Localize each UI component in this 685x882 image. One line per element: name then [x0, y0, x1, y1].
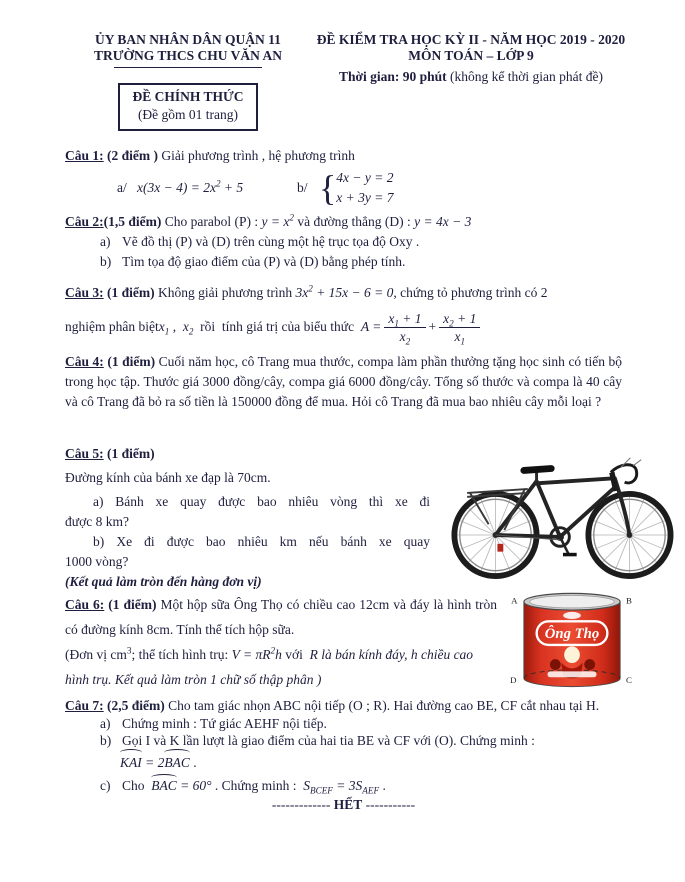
- official-exam-box: [118, 83, 257, 131]
- item-b-tag: b/: [297, 180, 308, 195]
- f2-num-x: x: [443, 310, 450, 326]
- question-2: [65, 212, 622, 272]
- question-2-heading: [65, 212, 622, 232]
- corner-label-a: A: [511, 595, 518, 606]
- item-c-text2: . Chứng minh :: [211, 777, 304, 793]
- fraction-1-denominator: [384, 328, 425, 347]
- arc-equation: [65, 752, 622, 774]
- S1-sub: BCEF: [309, 785, 333, 796]
- question-3: [65, 283, 622, 348]
- question-3-text3: nghiệm phân biệt: [65, 319, 159, 334]
- item-b-line2: 1000 vòng?: [65, 554, 129, 569]
- equation-a-part2: + 5: [220, 180, 244, 195]
- question-5-label: Câu 5:: [65, 446, 104, 461]
- f2-den-x: x: [454, 328, 461, 344]
- header-left: [62, 32, 314, 131]
- x1-base: x: [158, 319, 165, 334]
- quadratic-equation: [295, 285, 393, 300]
- equation-b-system: [319, 168, 394, 209]
- question-1: [65, 146, 622, 222]
- derailleur: [497, 544, 503, 552]
- figure-left: [550, 659, 561, 670]
- question-3-label: Câu 3:: [65, 285, 104, 300]
- fraction-2-denominator: [439, 328, 480, 347]
- item-b-text: Tìm tọa độ giao điểm của (P) và (D) bằng phép tính.: [122, 254, 406, 269]
- corner-label-c: C: [626, 675, 632, 686]
- expression-A: A =: [360, 319, 382, 334]
- fraction-2-numerator: [439, 311, 480, 328]
- question-7-body: Cho tam giác nhọn ABC nội tiếp (O ; R). Hai đường cao BE, CF cắt nhau tại H.: [164, 698, 600, 713]
- saddle: [524, 468, 551, 470]
- x2-sub: 2: [188, 326, 194, 337]
- end-dashes-right: -----------: [362, 797, 416, 812]
- question-2-item-b: [65, 252, 622, 272]
- header-rule: [114, 67, 262, 68]
- equation-a-part1: x(3x − 4) = 2x: [137, 180, 216, 195]
- arc-BAC: BAC: [164, 752, 190, 774]
- question-4-label: Câu 4:: [65, 354, 104, 369]
- question-3-text4: rồi tính giá trị của biểu thức: [193, 319, 361, 334]
- question-3-expression-line: [65, 306, 622, 348]
- f1-num-rest: + 1: [398, 310, 422, 326]
- org-name-line2: TRƯỜNG THCS CHU VĂN AN: [93, 48, 283, 63]
- f1-num-x: x: [388, 310, 395, 326]
- arc-dot: .: [189, 754, 197, 770]
- rounding-note: (Kết quả làm tròn đến hàng đơn vị): [65, 574, 262, 589]
- f2-num-sub: 2: [449, 318, 454, 329]
- system-brace: {: [319, 168, 337, 209]
- fraction-2: [439, 310, 480, 347]
- corner-label-d: D: [510, 675, 517, 686]
- question-7-item-a: [65, 715, 622, 733]
- duration-bold: Thời gian: 90 phút: [339, 69, 447, 84]
- figure-head: [564, 646, 580, 663]
- f1-den-x: x: [399, 328, 406, 344]
- question-7-item-c: [65, 777, 622, 795]
- formula-exp: 2: [270, 645, 276, 656]
- parabola-eq-exp: 2: [289, 212, 294, 223]
- area-S-AEF: [355, 777, 380, 796]
- question-2-label: Câu 2:: [65, 214, 104, 229]
- arc-BAC-60: BAC: [151, 777, 177, 793]
- end-het-text: HẾT: [333, 797, 363, 812]
- cylinder-formula: [232, 647, 282, 662]
- item-a-text: Vẽ đồ thị (P) và (D) trên cùng một hệ trục tọa độ Oxy .: [122, 234, 420, 249]
- note-part4-italic: R là bán kính đáy, h chiều cao hình trụ. Kết quả làm tròn 1 chữ số thập phân ): [65, 647, 474, 687]
- quadratic-base: 3x: [295, 285, 309, 300]
- exam-subject: MÔN TOÁN – LỚP 9: [408, 48, 534, 63]
- note-part3: với: [281, 647, 310, 662]
- root-x1: [159, 317, 170, 337]
- corner-label-b: B: [626, 595, 632, 606]
- fraction-1: [384, 310, 425, 347]
- duration-note: (không kể thời gian phát đề): [446, 69, 603, 84]
- item-c-tag: c): [100, 777, 111, 793]
- question-7: [65, 697, 622, 814]
- question-5-statement: Đường kính của bánh xe đạp là 70cm.: [65, 470, 271, 485]
- equals-3: = 3: [332, 777, 356, 793]
- x1-sub: 1: [164, 326, 170, 337]
- question-3-heading: [65, 283, 622, 303]
- item-a-tag: a/: [117, 180, 127, 195]
- question-4-points: (1 điểm): [103, 354, 156, 369]
- item-c-text1: Cho: [122, 777, 152, 793]
- item-a-line1: a) Bánh xe quay được bao nhiêu vòng thì xe đi: [93, 494, 430, 509]
- item-a-line2: được 8 km?: [65, 514, 129, 529]
- rear-rack: [467, 489, 528, 530]
- f1-num-sub: 1: [394, 318, 399, 329]
- milk-can-image: [505, 586, 640, 694]
- label-strip: [547, 671, 596, 677]
- note-part1: (Đơn vị cm: [65, 647, 127, 662]
- comma: ,: [169, 319, 183, 334]
- can-top-lid: [530, 596, 614, 608]
- note-sup: 3: [126, 645, 132, 656]
- parabola-eq-base: y = x: [261, 214, 290, 229]
- S2: S: [355, 777, 363, 793]
- item-b-text: Gọi I và K lần lượt là giao điểm của hai tia BE và CF với (O). Chứng minh :: [122, 733, 535, 748]
- question-1-points: (2 điểm ): [103, 148, 159, 163]
- x2-base: x: [182, 319, 189, 334]
- item-b-tag: b): [100, 733, 112, 748]
- question-3-points: (1 điểm): [103, 285, 155, 300]
- item-a-tag: a): [100, 234, 111, 249]
- question-2-points: (1,5 điểm): [103, 214, 162, 229]
- question-3-text2: , chứng tỏ phương trình có 2: [393, 285, 548, 300]
- plus-sign: +: [428, 319, 437, 334]
- area-S-BCEF: [303, 777, 333, 796]
- note-part2: ; thể tích hình trụ:: [131, 647, 232, 662]
- formula-base: V = πR: [231, 647, 271, 662]
- can-emblem: [563, 612, 581, 619]
- question-6-label: Câu 6:: [65, 597, 105, 612]
- system-eq2: x + 3y = 7: [336, 190, 394, 206]
- parabola-equation: [262, 214, 294, 229]
- question-1-heading: [65, 146, 622, 166]
- question-2-text1: Cho parabol (P) :: [161, 214, 262, 229]
- arc-KAI: KAI: [120, 752, 142, 774]
- header-right: [306, 32, 636, 85]
- question-7-item-b: [65, 732, 622, 750]
- arc-equals: = 2: [141, 754, 165, 770]
- item-b-tag: b): [100, 254, 112, 269]
- S2-sub: AEF: [362, 785, 380, 796]
- head-tube: [612, 472, 616, 491]
- f1-den-sub: 2: [405, 336, 411, 347]
- question-5-points: (1 điểm): [103, 446, 155, 461]
- fraction-1-numerator: [384, 311, 425, 328]
- item-c-dot: .: [379, 777, 386, 793]
- line-equation: y = 4x − 3: [414, 214, 472, 229]
- f2-num-rest: + 1: [453, 310, 477, 326]
- root-x2: [183, 317, 194, 337]
- official-box-subtitle: (Đề gồm 01 trang): [137, 107, 239, 122]
- item-b-line1: b) Xe đi được bao nhiêu km nếu bánh xe quay: [93, 534, 430, 549]
- item-a-text: Chứng minh : Tứ giác AEHF nội tiếp.: [122, 715, 327, 731]
- system-eq1: 4x − y = 2: [336, 170, 394, 185]
- formula-h: h: [275, 647, 282, 662]
- question-1-intro: Giải phương trình , hệ phương trình: [158, 148, 355, 163]
- system-equations: [336, 168, 393, 209]
- official-box-title: ĐỀ CHÍNH THỨC: [132, 89, 244, 104]
- question-4-body: Cuối năm học, cô Trang mua thước, compa làm phần thưởng tặng học sinh có tiến bộ trong học tập. Thước giá 3000 đồng/cây, compa giá 6000 đồng/cây. Tổng số thước và compa là 40 cây và cô Trang đã bỏ ra số tiền là 150000 đồng để mua. Hỏi cô Trang đã mua bao nhiêu cây mỗi loại ?: [65, 354, 622, 409]
- question-7-points: (2,5 điểm): [103, 698, 165, 713]
- brand-text: Ông Thọ: [544, 626, 600, 643]
- question-7-heading: [65, 697, 622, 715]
- angle-value: = 60°: [176, 777, 212, 793]
- exam-title: ĐỀ KIỂM TRA HỌC KỲ II - NĂM HỌC 2019 - 2020: [316, 32, 626, 47]
- milk-can-figure: [505, 586, 640, 694]
- equation-a-exponent: 2: [215, 178, 221, 189]
- question-4: [65, 352, 622, 412]
- question-6-body: Một hộp sữa Ông Thọ có chiều cao 12cm và đáy là hình tròn có đường kính 8cm. Tính thể tích hộp sữa.: [65, 597, 497, 637]
- figure-right: [584, 659, 595, 670]
- f2-den-sub: 1: [460, 336, 466, 347]
- question-6: [65, 592, 640, 694]
- quadratic-rest: + 15x − 6 = 0: [312, 285, 394, 300]
- exam-duration: [306, 69, 636, 85]
- org-name-line1: ỦY BAN NHÂN DÂN QUẬN 11: [95, 32, 281, 47]
- question-7-label: Câu 7:: [65, 698, 104, 713]
- question-3-text1: Không giải phương trình: [154, 285, 296, 300]
- S1: S: [303, 777, 310, 793]
- equation-a: [137, 178, 243, 198]
- question-2-text2: và đường thẳng (D) :: [293, 214, 415, 229]
- question-6-points: (1 điểm): [104, 597, 157, 612]
- question-2-item-a: [65, 232, 622, 252]
- quadratic-exp: 2: [308, 283, 313, 294]
- question-1-label: Câu 1:: [65, 148, 104, 163]
- end-of-exam-line: [65, 796, 622, 814]
- end-dashes-left: -------------: [271, 797, 334, 812]
- item-a-tag: a): [100, 715, 111, 731]
- bicycle-image: [440, 446, 683, 580]
- question-5: [65, 444, 683, 592]
